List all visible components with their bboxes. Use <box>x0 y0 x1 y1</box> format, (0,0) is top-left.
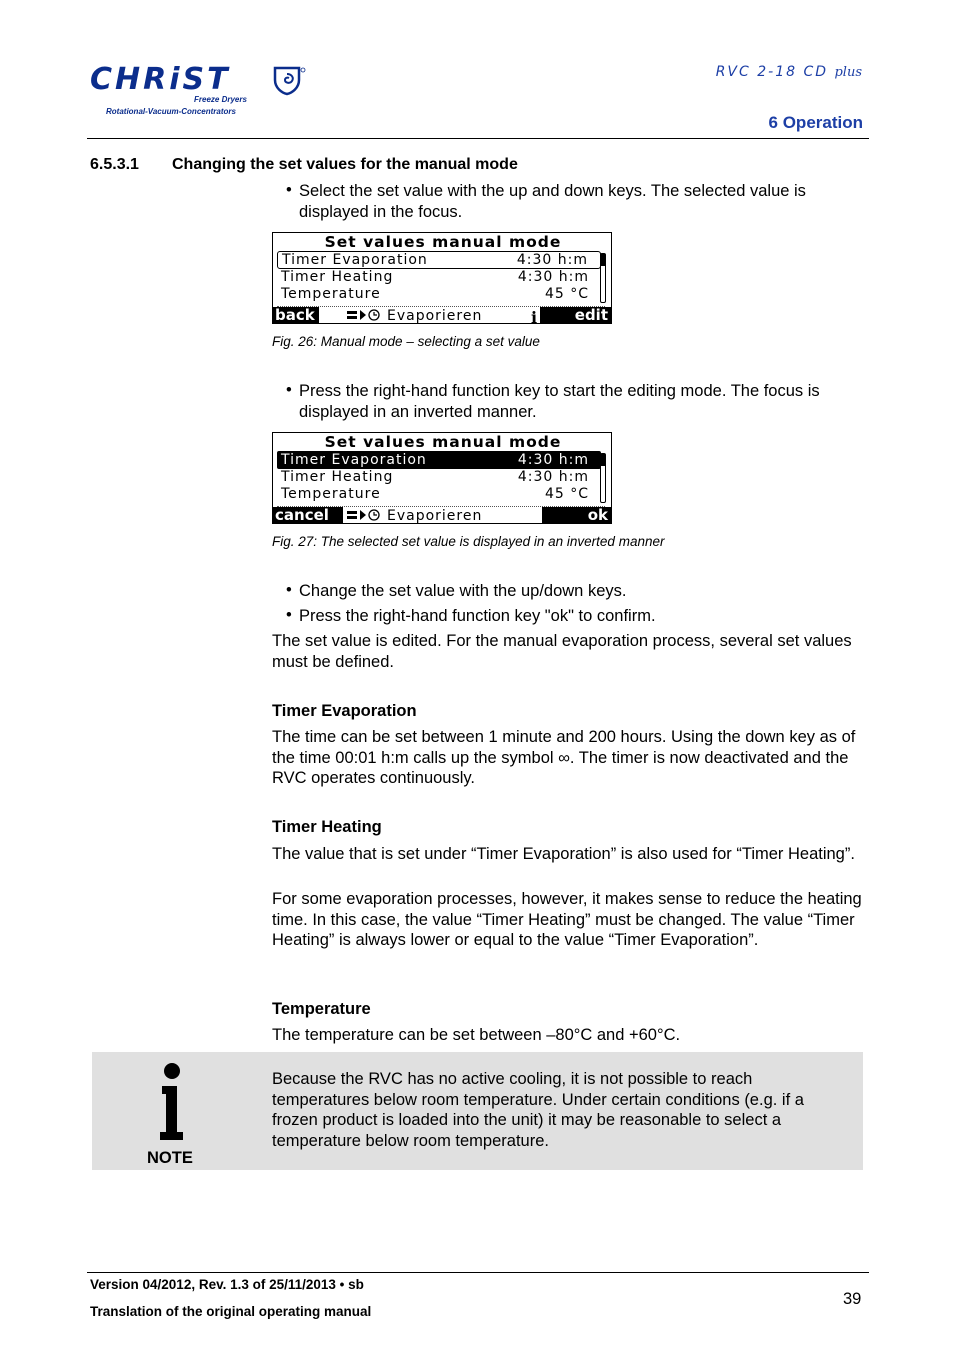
lcd-row-timer-evaporation-inverted: Timer Evaporation 4:30 h:m <box>277 451 601 469</box>
lcd-screen-edit <box>272 432 612 524</box>
lcd-scrollbar <box>600 253 606 303</box>
subheading-temperature: Temperature <box>272 1000 371 1018</box>
bullet-mark: • <box>286 581 292 599</box>
lcd-row-timer-evaporation: Timer Evaporation 4:30 h:m <box>277 251 601 269</box>
lcd-info-icon: i <box>531 308 538 327</box>
figure-caption: Fig. 26: Manual mode – selecting a set value <box>272 334 540 349</box>
paragraph: The temperature can be set between –80°C and +60°C. <box>272 1026 681 1044</box>
bullet-mark: • <box>286 606 292 624</box>
lcd-screen-select <box>272 232 612 327</box>
note-text: Because the RVC has no active cooling, it is not possible to reach temperatures below room temperature. Under certain conditions (e.g. if a frozen product is loaded into the unit) it may be reasonable to select a temperature below room temperature. <box>272 1070 804 1150</box>
lcd-status: Evaporieren <box>347 308 482 324</box>
paragraph: The value that is set under “Timer Evaporation” is also used for “Timer Heating”. <box>272 845 855 863</box>
bullet-text: Press the right-hand function key to start the editing mode. The focus is displayed in an inverted manner. <box>299 382 820 421</box>
bullet-text: Press the right-hand function key "ok" to confirm. <box>299 607 656 625</box>
lcd-row-timer-heating: Timer Heating 4:30 h:m <box>281 269 589 285</box>
lcd-ok-key: ok <box>542 507 611 524</box>
header-rule <box>87 138 869 139</box>
lcd-scrollbar <box>600 453 606 503</box>
bullet-mark: • <box>286 181 292 199</box>
paragraph: For some evaporation processes, however, it makes sense to reduce the heating time. In this case, the value “Timer Heating” must be changed. The value “Timer Heating” is always lower or equal to the value “Timer Evaporation”. <box>272 890 862 949</box>
process-icon <box>347 309 387 321</box>
lcd-row-temperature: Temperature 45 °C <box>281 286 589 302</box>
lcd-status: Evaporieren <box>347 508 482 524</box>
lcd-row-timer-heating: Timer Heating 4:30 h:m <box>281 469 589 485</box>
bullet-text: Select the set value with the up and down keys. The selected value is displayed in the focus. <box>299 182 806 221</box>
logo-subtitle-rvc: Rotational-Vacuum-Concentrators <box>106 107 236 116</box>
lcd-title: Set values manual mode <box>324 433 562 451</box>
logo-wordmark: CHRiST <box>90 62 231 97</box>
footer-version: Version 04/2012, Rev. 1.3 of 25/11/2013 • sb <box>90 1277 364 1292</box>
lcd-cancel-key: cancel <box>273 507 343 524</box>
bullet-text: Change the set value with the up/down keys. <box>299 582 627 600</box>
lcd-back-key: back <box>273 307 319 324</box>
lcd-title: Set values manual mode <box>324 233 562 251</box>
paragraph: The time can be set between 1 minute and 200 hours. Using the down key as of the time 00:01 h:m calls up the symbol ∞. The timer is now deactivated and the RVC operates continuously. <box>272 728 856 787</box>
footer-translation: Translation of the original operating manual <box>90 1304 372 1319</box>
bullet-mark: • <box>286 381 292 399</box>
lcd-edit-key: edit <box>540 307 611 324</box>
subheading-timer-heating: Timer Heating <box>272 818 382 836</box>
section-number: 6.5.3.1 <box>90 156 139 173</box>
chapter-title: 6 Operation <box>768 113 863 132</box>
paragraph: The set value is edited. For the manual evaporation process, several set values must be defined. <box>272 632 852 671</box>
logo-emblem-icon <box>272 66 306 96</box>
model-name: RVC 2-18 CD plus <box>715 64 862 80</box>
lcd-row-temperature: Temperature 45 °C <box>281 486 589 502</box>
process-icon <box>347 509 387 521</box>
info-icon <box>158 1062 186 1142</box>
subheading-timer-evaporation: Timer Evaporation <box>272 702 417 720</box>
christ-logo <box>90 62 315 122</box>
page-number: 39 <box>843 1290 862 1308</box>
logo-subtitle-freeze-dryers: Freeze Dryers <box>194 95 247 104</box>
note-label: NOTE <box>147 1149 193 1167</box>
footer-rule <box>87 1272 869 1273</box>
figure-caption: Fig. 27: The selected set value is displayed in an inverted manner <box>272 534 665 549</box>
section-title: Changing the set values for the manual mode <box>172 156 518 173</box>
